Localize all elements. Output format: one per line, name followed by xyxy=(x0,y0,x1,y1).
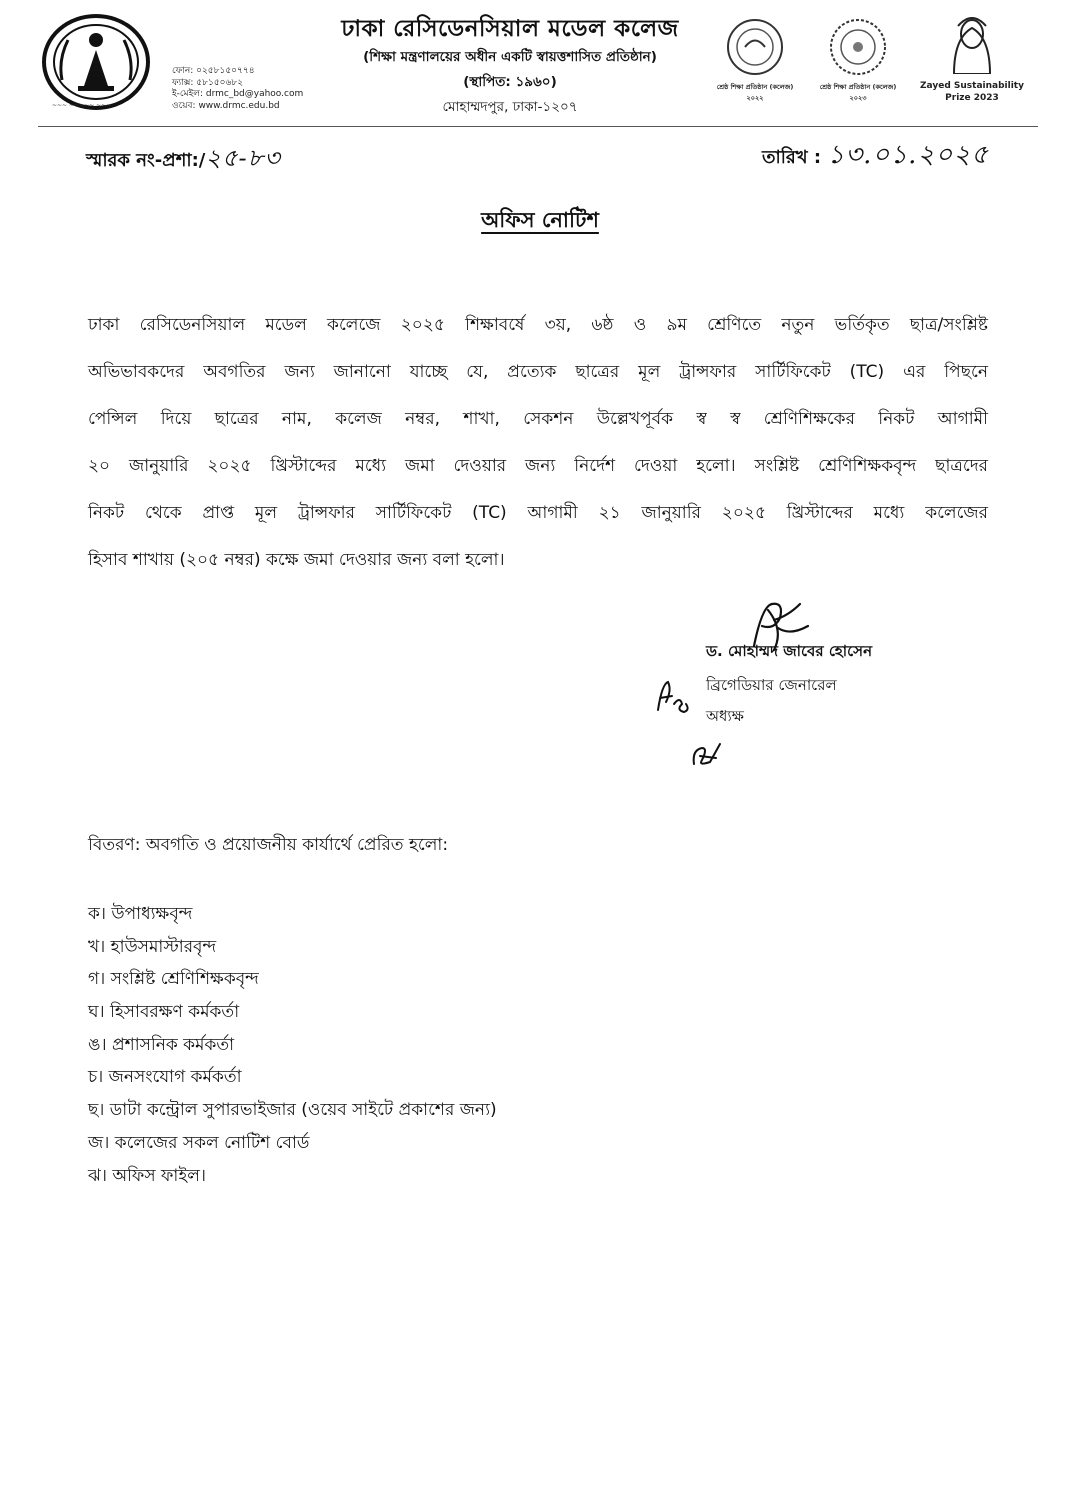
award-year: ২০২২ xyxy=(746,94,764,102)
signatory-post: অধ্যক্ষ xyxy=(706,707,744,725)
award-badge-2022 xyxy=(712,18,798,104)
notice-title: অফিস নোটিশ xyxy=(481,208,599,232)
list-item: চ। জনসংযোগ কর্মকর্তা xyxy=(88,1067,242,1088)
fax-text: ফ্যাক্স: ৫৮১৫০৬৮২ xyxy=(172,77,244,88)
date-value: ১৩.০১.২০২৫ xyxy=(827,140,990,170)
college-address: মোহাম্মদপুর, ঢাকা-১২০৭ xyxy=(442,99,578,115)
date-label: তারিখ : xyxy=(762,147,828,168)
award-emblem-icon xyxy=(725,18,785,76)
email-text: ই-মেইল: drmc_bd@yahoo.com xyxy=(172,89,304,99)
list-item: ঙ। প্রশাসনিক কর্মকর্তা xyxy=(88,1034,235,1055)
portrait-icon xyxy=(940,8,1004,74)
distribution-list xyxy=(88,898,497,1192)
logo-motto: ~~~ ~~~~~ ~~~ xyxy=(52,102,112,109)
award-caption: Zayed Sustainability xyxy=(920,81,1024,91)
phone-text: ফোন: ০২৫৮১৫০৭৭৪ xyxy=(172,66,255,76)
body-line: হিসাব শাখায় (২০৫ নম্বর) কক্ষে জমা দেওয়ার জন্য বলা হলো। xyxy=(88,550,505,570)
notice-body xyxy=(88,302,988,584)
contact-info xyxy=(172,66,303,112)
award-badge-2023 xyxy=(812,18,904,104)
body-line: ২০ জানুয়ারি ২০২৫ খ্রিস্টাব্দের মধ্যে জমা দেওয়ার জন্য নির্দেশ দেওয়া হলো। সংশ্লিষ্ট শ্রেণিশিক্ষকবৃন্দ ছাত্রদের xyxy=(88,456,988,476)
body-line: ঢাকা রেসিডেনসিয়াল মডেল কলেজে ২০২৫ শিক্ষাবর্ষে ৩য়, ৬ষ্ঠ ও ৯ম শ্রেণিতে নতুন ভর্তিকৃত ছাত্র/সংশ্লিষ্ট xyxy=(88,315,988,335)
award-emblem-icon xyxy=(828,18,888,76)
list-item: ক। উপাধ্যক্ষবৃন্দ xyxy=(88,904,193,924)
signatory-name: ড. মোহাম্মদ জাবের হোসেন xyxy=(706,642,873,660)
notice-date xyxy=(762,134,989,178)
college-name: ঢাকা রেসিডেনসিয়াল মডেল কলেজ xyxy=(341,16,679,42)
award-caption: শ্রেষ্ঠ শিক্ষা প্রতিষ্ঠান (কলেজ) xyxy=(716,83,794,91)
memo-number xyxy=(86,140,281,180)
body-line: নিকট থেকে প্রাপ্ত মূল ট্রান্সফার সার্টিফিকেট (TC) আগামী ২১ জানুয়ারি ২০২৫ খ্রিস্টাব্দের মধ্যে কলেজের xyxy=(88,503,988,523)
list-item: খ। হাউসমাস্টারবৃন্দ xyxy=(88,936,217,957)
college-subtitle: (শিক্ষা মন্ত্রণালয়ের অধীন একটি স্বায়ত্তশাসিত প্রতিষ্ঠান) xyxy=(363,49,657,65)
college-logo xyxy=(38,10,154,114)
website-text: ওয়েব: www.drmc.edu.bd xyxy=(172,100,280,111)
award-year: ২০২৩ xyxy=(849,94,867,102)
college-established: (স্থাপিত: ১৯৬০) xyxy=(463,74,557,90)
award-caption: শ্রেষ্ঠ শিক্ষা প্রতিষ্ঠান (কলেজ) xyxy=(819,83,897,91)
header-divider xyxy=(38,126,1038,127)
body-line: পেন্সিল দিয়ে ছাত্রের নাম, কলেজ নম্বর, শাখা, সেকশন উল্লেখপূর্বক স্ব স্ব শ্রেণিশিক্ষকের নিকট আগামী xyxy=(88,409,988,429)
list-item: ছ। ডাটা কন্ট্রোল সুপারভাইজার (ওয়েব সাইটে প্রকাশের জন্য) xyxy=(88,1100,497,1121)
memo-value: ২৫-৮৩ xyxy=(205,144,281,172)
award-year: Prize 2023 xyxy=(945,93,999,103)
memo-label: স্মারক নং-প্রশা:/ xyxy=(86,150,206,171)
award-badge-zayed xyxy=(912,8,1032,104)
initial-mark xyxy=(652,676,698,716)
distribution-heading: বিতরণ: অবগতি ও প্রয়োজনীয় কার্যার্থে প্রেরিত হলো: xyxy=(88,835,449,855)
signatory-rank: ব্রিগেডিয়ার জেনারেল xyxy=(706,676,837,694)
list-item: ঝ। অফিস ফাইল। xyxy=(88,1165,206,1186)
initial-mark xyxy=(688,738,726,770)
list-item: জ। কলেজের সকল নোটিশ বোর্ড xyxy=(88,1132,310,1153)
body-line: অভিভাবকদের অবগতির জন্য জানানো যাচ্ছে যে, প্রত্যেক ছাত্রের মূল ট্রান্সফার সার্টিফিকেট (TC) এর পিছনে xyxy=(88,362,988,382)
list-item: গ। সংশ্লিষ্ট শ্রেণিশিক্ষকবৃন্দ xyxy=(88,969,259,990)
list-item: ঘ। হিসাবরক্ষণ কর্মকর্তা xyxy=(88,1002,240,1023)
